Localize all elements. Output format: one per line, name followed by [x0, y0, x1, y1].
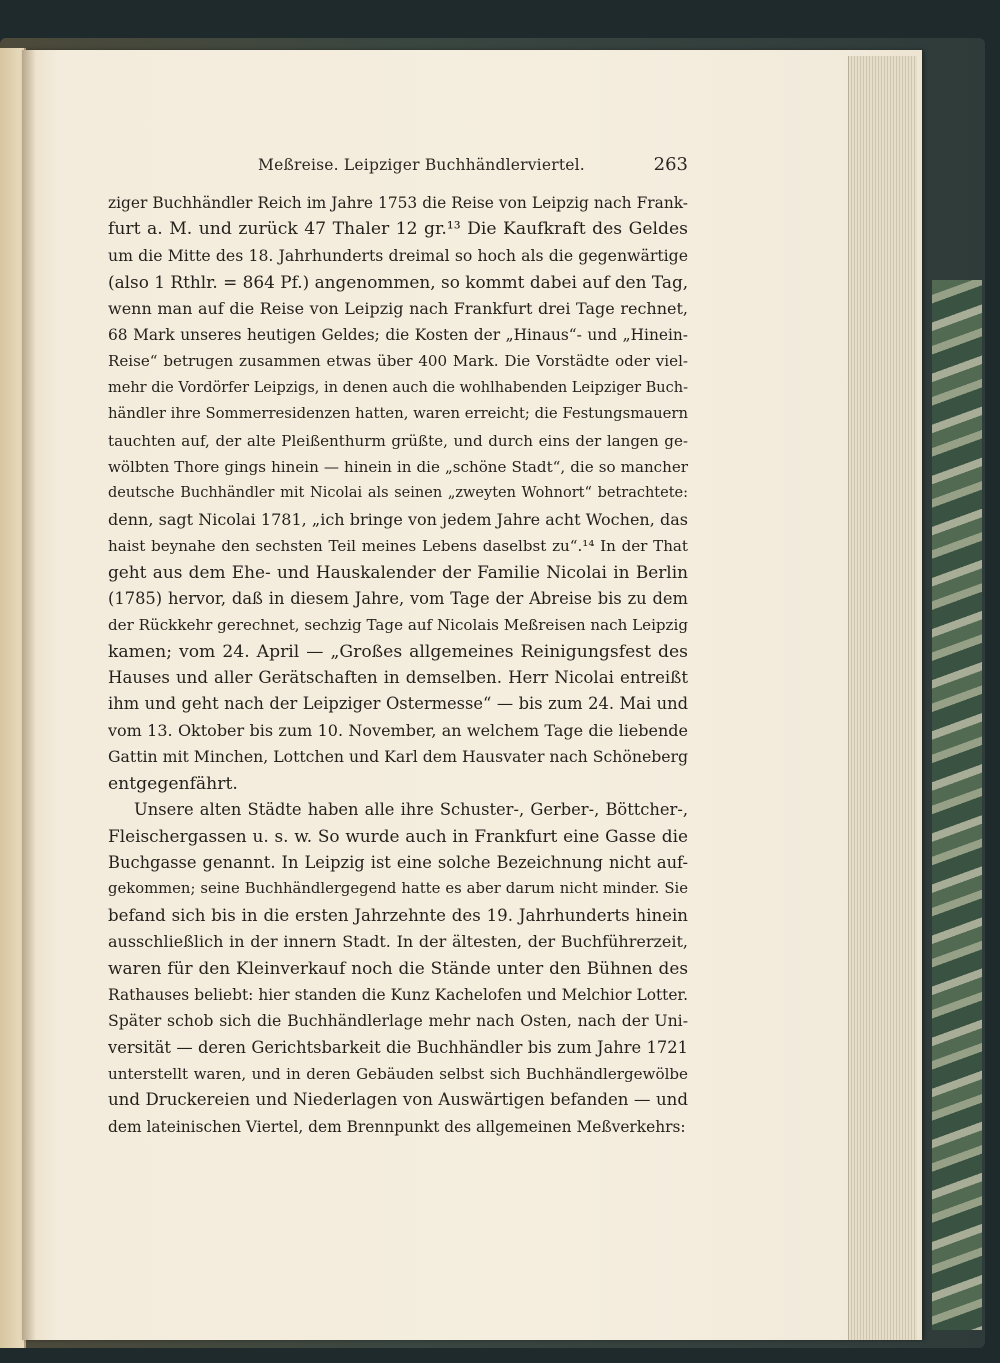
text-line: geht aus dem Ehe- und Hauskalender der Familie Nicolai in Berlin — [108, 562, 688, 583]
paragraph — [108, 190, 688, 797]
text-line: tauchten auf, der alte Pleißenthurm grüßte, und durch eins der langen ge- — [108, 431, 688, 450]
text-line: furt a. M. und zurück 47 Thaler 12 gr.¹³ Die Kaufkraft des Geldes — [108, 219, 688, 240]
text-line: unterstellt waren, und in deren Gebäuden selbst sich Buchhändlergewölbe — [108, 1064, 688, 1083]
text-line: Gattin mit Minchen, Lottchen und Karl dem Hausvater nach Schöneberg — [108, 747, 688, 767]
page-number: 263 — [653, 154, 688, 175]
text-line: entgegenfährt. — [108, 773, 238, 794]
text-line: und Druckereien und Niederlagen von Auswärtigen befanden — und — [108, 1090, 688, 1110]
page-edges — [848, 56, 917, 1340]
text-line: mehr die Vordörfer Leipzigs, in denen auch die wohlhabenden Leipziger Buch- — [108, 379, 688, 396]
text-line: händler ihre Sommerresidenzen hatten, waren erreicht; die Festungsmauern — [108, 405, 688, 423]
marbled-edge — [932, 280, 982, 1330]
text-line: waren für den Kleinverkauf noch die Stände unter den Bühnen des — [108, 958, 688, 979]
text-line: haist beynahe den sechsten Teil meines Lebens daselbst zu“.¹⁴ In der That — [108, 537, 688, 556]
text-line: gekommen; seine Buchhändlergegend hatte es aber darum nicht minder. Sie — [108, 880, 688, 898]
text-line: Später schob sich die Buchhändlerlage mehr nach Osten, nach der Uni- — [108, 1011, 688, 1031]
paragraph — [108, 797, 688, 1140]
text-line: (1785) hervor, daß in diesem Jahre, vom Tage der Abreise bis zu dem — [108, 588, 688, 608]
text-line: Unsere alten Städte haben alle ihre Schuster-, Gerber-, Böttcher-, — [134, 799, 688, 819]
text-line: Rathauses beliebt: hier standen die Kunz Kachelofen und Melchior Lotter. — [108, 985, 688, 1004]
text-line: Hauses und aller Gerätschaften in demselben. Herr Nicolai entreißt — [108, 668, 688, 688]
text-line: vom 13. Oktober bis zum 10. November, an welchem Tage die liebende — [108, 720, 688, 740]
text-line: 68 Mark unseres heutigen Geldes; die Kosten der „Hinaus“- und „Hinein- — [108, 325, 688, 344]
body-text — [108, 190, 688, 1140]
text-line: ausschließlich in der innern Stadt. In der ältesten, der Buchführerzeit, — [108, 931, 688, 951]
text-line: Reise“ betrugen zusammen etwas über 400 Mark. Die Vorstädte oder viel- — [108, 352, 688, 371]
gutter-shadow — [22, 50, 36, 1340]
running-head — [108, 152, 688, 182]
text-line: ihm und geht nach der Leipziger Ostermesse“ — bis zum 24. Mai und — [108, 694, 688, 714]
text-line: wölbten Thore gings hinein — hinein in die „schöne Stadt“, die so mancher — [108, 457, 688, 476]
text-line: um die Mitte des 18. Jahrhunderts dreimal so hoch als die gegenwärtige — [108, 245, 688, 265]
text-line: der Rückkehr gerechnet, sechzig Tage auf Nicolais Meßreisen nach Leipzig — [108, 616, 688, 635]
running-title: Meßreise. Leipziger Buchhändlerviertel. — [258, 156, 585, 174]
text-line: deutsche Buchhändler mit Nicolai als seinen „zweyten Wohnort“ betrachtete: — [108, 485, 688, 502]
text-line: ziger Buchhändler Reich im Jahre 1753 die Reise von Leipzig nach Frank- — [108, 194, 688, 212]
text-line: befand sich bis in die ersten Jahrzehnte des 19. Jahrhunderts hinein — [108, 905, 688, 925]
text-line: (also 1 Rthlr. = 864 Pf.) angenommen, so kommt dabei auf den Tag, — [108, 272, 688, 293]
text-line: Fleischergassen u. s. w. So wurde auch in Frankfurt eine Gasse die — [108, 826, 688, 847]
text-line: denn, sagt Nicolai 1781, „ich bringe von jedem Jahre acht Wochen, das — [108, 509, 688, 529]
text-line: wenn man auf die Reise von Leipzig nach Frankfurt drei Tage rechnet, — [108, 298, 688, 318]
text-line: versität — deren Gerichtsbarkeit die Buchhändler bis zum Jahre 1721 — [108, 1037, 688, 1057]
text-line: kamen; vom 24. April — „Großes allgemeines Reinigungsfest des — [108, 641, 688, 662]
text-line: Buchgasse genannt. In Leipzig ist eine solche Bezeichnung nicht auf- — [108, 852, 688, 872]
text-line: dem lateinischen Viertel, dem Brennpunkt des allgemeinen Meßverkehrs: — [108, 1117, 686, 1136]
